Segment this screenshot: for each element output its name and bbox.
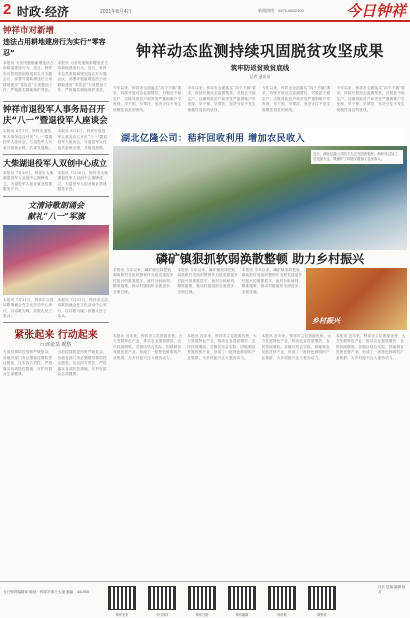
feature-2-text-wrap [113, 268, 303, 295]
story-4-text: 本报讯 7月31日，钟祥市文清诗歌朗诵会在文化活动中心举行，以诗歌为媒，致敬人民子弟兵。 [3, 297, 54, 318]
staff-table: 社长 总编 编辑 校对 [378, 585, 406, 594]
story-3 [3, 158, 109, 193]
story-3-text-b: 本报讯 7月30日，钟祥市大柴湖退役军人双创中心揭牌成立，为退役军人创业就业搭建服务平台。 [57, 171, 109, 192]
commentary-kick: □ 评论员 观察 [40, 342, 72, 349]
news-hotline: 新闻热线：0975-8632300 [258, 8, 304, 13]
stage-photo [3, 225, 109, 295]
qr-label: 微钟祥 [317, 613, 327, 617]
masthead: 今日钟祥 [345, 2, 406, 20]
photo-caption: 近日，湖北亿隆公司的工人正在回收秸秆，秸秆经过加工后变废为宝，既保护了环境又增加了农民收入。 [311, 150, 403, 164]
issue-date: 2021年8月4日 [100, 9, 132, 15]
story-4-title: 文清诗歌朗诵会 [28, 199, 84, 210]
story-4-text-b: 本报讯 7月31日，钟祥市文清诗歌朗诵会在文化活动中心举行，以诗歌为媒，致敬人民子弟兵。 [57, 297, 109, 318]
qr-label: 钟祥网 [277, 613, 287, 617]
story-1-title: 钟祥市对新增 [3, 26, 55, 36]
story-2-title: 钟祥市退役军人事务局召开 [3, 105, 106, 116]
story-1-text: 本报讯 为坚决遏制新增违法占用耕地建房行为，近日，钟祥市自然资源和规划局召开专题会议，部署开展新增违法占用耕地建房“零容忍”专项整治工作，严格落实耕地保护责任。 [3, 61, 54, 93]
body-col-2: 本报讯 近年来，钟祥市立足资源优势，大力发展特色产业，推动农业提质增效、农民持续增收。各镇区结合实际，因地制宜发展优势产业，形成了一批特色鲜明的产业集群，为乡村振兴注入强劲动力。 [187, 334, 257, 360]
story-4-title-2: 献礼“八一”军旗 [27, 210, 85, 221]
page-header [0, 0, 410, 22]
commentary-text: 当前疫情防控形势严峻复杂，各地各部门务必绷紧疫情防控这根弦，压实四方责任，严格落实各项防控措施，守护好群众生命健康。 [3, 350, 53, 376]
lead-text-col-1: 今年以来，钟祥市全面落实“四个不摘”要求，持续开展动态监测帮扶，对脱贫不稳定户、边缘易致贫户和突发严重困难户早发现、早干预、早帮扶，坚决守住不发生规模性返贫的底线。 [113, 86, 182, 112]
story-4 [3, 200, 109, 320]
qr-code[interactable] [308, 586, 336, 610]
body-columns [113, 334, 407, 361]
divider [3, 322, 109, 323]
qr-code[interactable] [188, 586, 216, 610]
body-col-3: 本报讯 近年来，钟祥市立足资源优势，大力发展特色产业，推动农业提质增效、农民持续增收。各镇区结合实际，因地制宜发展优势产业，形成了一批特色鲜明的产业集群，为乡村振兴注入强劲动力。 [261, 334, 332, 360]
feature-2-text-b: 本报讯 今年以来，磷矿镇坚持把软弱涣散村党组织整顿作为抓党建促乡村振兴的重要抓手，逐村分析研判，精准施策，推动村级组织全面进步、全面过硬。 [177, 268, 239, 294]
qr-label: 今日钟祥 [155, 613, 169, 617]
story-1 [3, 26, 109, 93]
story-1-title-2: 违法占用耕地建房行为实行“零容忍” [3, 38, 106, 57]
banner-label: 乡村振兴 [312, 316, 340, 325]
lead-text-col-4: 今年以来，钟祥市全面落实“四个不摘”要求，持续开展动态监测帮扶，对脱贫不稳定户、边缘易致贫户和突发严重困难户早发现、早干预、早帮扶，坚决守住不发生规模性返贫的底线。 [336, 86, 406, 112]
lead-title: 钟祥动态监测持续巩固脱贫攻坚成果 [135, 42, 384, 60]
story-2-title-2: 庆“八一”暨退役军人座谈会 [3, 116, 108, 127]
lead-story [113, 26, 407, 113]
rural-revival-banner [306, 268, 407, 330]
qr-label: 钟祥发布 [115, 613, 129, 617]
lead-text-col-3: 今年以来，钟祥市全面落实“四个不摘”要求，持续开展动态监测帮扶，对脱贫不稳定户、边缘易致贫户和突发严重困难户早发现、早干预、早帮扶，坚决守住不发生规模性返贫的底线。 [262, 86, 331, 112]
straw-recycling-photo [113, 146, 407, 250]
lead-subtitle: 筑牢防返贫致贫底线 [230, 64, 290, 72]
page-number: 2 [3, 1, 12, 18]
qr-code[interactable] [228, 586, 256, 610]
qr-label: 钟祥日报 [195, 613, 209, 617]
qr-code[interactable] [148, 586, 176, 610]
feature-2-text-c: 本报讯 今年以来，磷矿镇坚持把软弱涣散村党组织整顿作为抓党建促乡村振兴的重要抓手，逐村分析研判，精准施策，推动村级组织全面进步、全面过硬。 [241, 268, 303, 294]
divider [3, 154, 109, 155]
left-column [3, 26, 109, 377]
body-col-1: 本报讯 近年来，钟祥市立足资源优势，大力发展特色产业，推动农业提质增效、农民持续增收。各镇区结合实际，因地制宜发展优势产业，形成了一批特色鲜明的产业集群，为乡村振兴注入强劲动力。 [113, 334, 183, 360]
page-footer [0, 581, 410, 618]
story-2-text-b: 本报讯 8月1日，钟祥市退役军人事务局召开庆“八一”暨退役军人座谈会，与退役军人代表共叙鱼水情，共谋发展路。 [57, 129, 108, 150]
lead-text-col-2: 今年以来，钟祥市全面落实“四个不摘”要求，持续开展动态监测帮扶，对脱贫不稳定户、边缘易致贫户和突发严重困难户早发现、早干预、早帮扶，坚决守住不发生规模性返贫的底线。 [187, 86, 257, 112]
qr-code[interactable] [268, 586, 296, 610]
story-3-title: 大柴湖退役军人双创中心成立 [3, 159, 107, 169]
lead-byline: 记者 通讯员 [249, 74, 271, 79]
story-2 [3, 105, 109, 151]
story-2-text: 本报讯 8月1日，钟祥市退役军人事务局召开庆“八一”暨退役军人座谈会，与退役军人代表共叙鱼水情，共谋发展路。 [3, 129, 53, 150]
footer-info: 今日钟祥编辑部 地址：钟祥市承天大道 邮编：431900 [3, 590, 89, 594]
qr-code[interactable] [108, 586, 136, 610]
body-col-4: 本报讯 近年来，钟祥市立足资源优势，大力发展特色产业，推动农业提质增效、农民持续增收。各镇区结合实际，因地制宜发展优势产业，形成了一批特色鲜明的产业集群，为乡村振兴注入强劲动力。 [335, 334, 406, 360]
divider [3, 101, 109, 102]
commentary-title: 紧张起来 行动起来 [14, 330, 98, 342]
commentary [3, 326, 109, 377]
qr-label: 钟祥融媒 [235, 613, 249, 617]
story-1-text-b: 本报讯 为坚决遏制新增违法占用耕地建房行为，近日，钟祥市自然资源和规划局召开专题会议，部署开展新增违法占用耕地建房“零容忍”专项整治工作，严格落实耕地保护责任。 [57, 61, 109, 93]
feature-2-title: 磷矿镇狠抓软弱涣散整顿 助力乡村振兴 [155, 252, 365, 266]
divider [3, 196, 109, 197]
section-name: 时政·经济 [17, 5, 69, 19]
photo-feature [113, 128, 407, 248]
photo-feature-title: 湖北亿隆公司：秸秆回收利用 增加农民收入 [113, 128, 407, 148]
feature-2-text: 本报讯 今年以来，磷矿镇坚持把软弱涣散村党组织整顿作为抓党建促乡村振兴的重要抓手，逐村分析研判，精准施策，推动村级组织全面进步、全面过硬。 [113, 268, 174, 294]
commentary-text-b: 当前疫情防控形势严峻复杂，各地各部门务必绷紧疫情防控这根弦，压实四方责任，严格落实各项防控措施，守护好群众生命健康。 [57, 350, 107, 376]
story-3-text: 本报讯 7月30日，钟祥市大柴湖退役军人双创中心揭牌成立，为退役军人创业就业搭建服务平台。 [3, 171, 54, 192]
